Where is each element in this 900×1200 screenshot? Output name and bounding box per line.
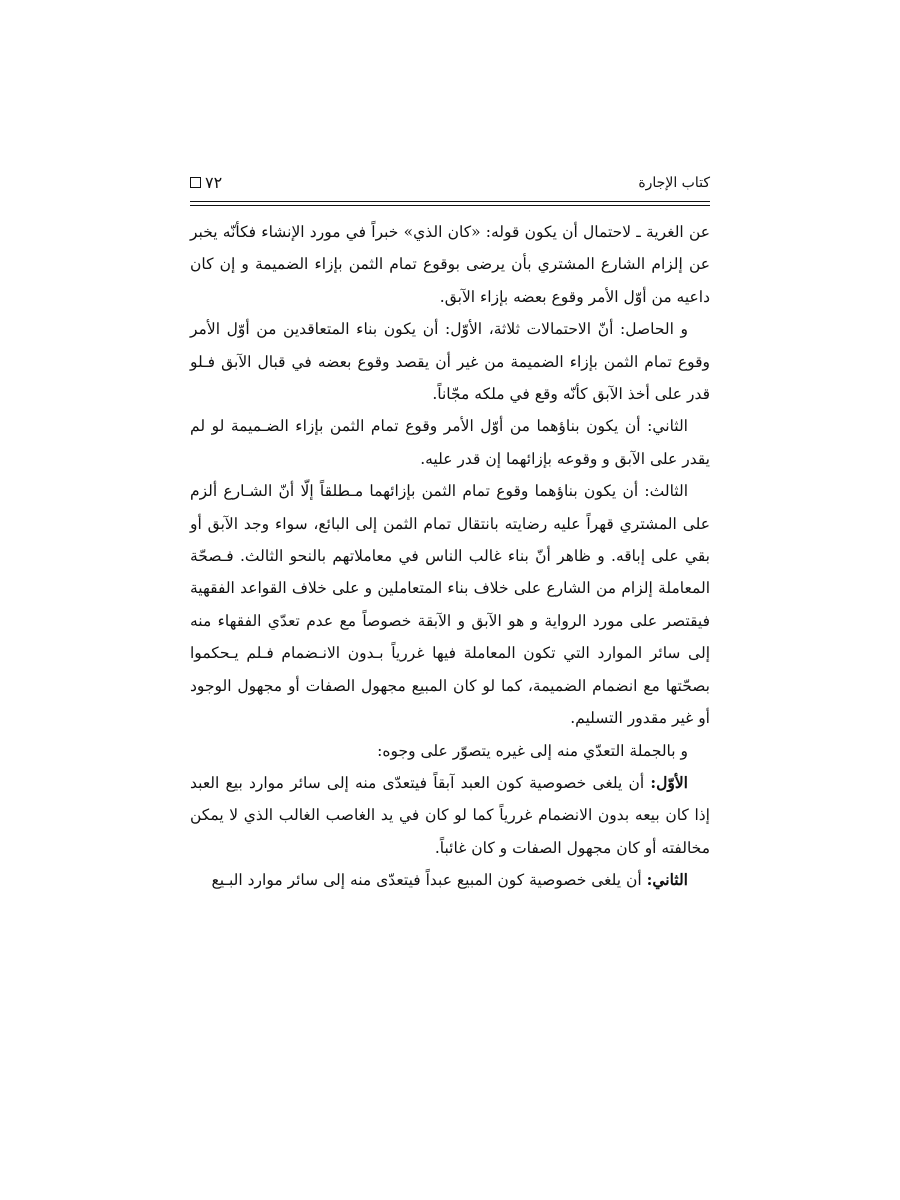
paragraph-7-lead: الثاني:	[646, 870, 688, 890]
header-rule-top	[190, 201, 710, 202]
paragraph-3: الثاني: أن يكون بناؤهما من أوّل الأمر وقوع تمام الثمن بإزاء الضـميمة لو لم يقدر على الآبق و وقوعه بإزائهما إن قدر عليه.	[190, 417, 710, 468]
body-text	[190, 216, 710, 897]
page-number: ٧٢	[205, 173, 223, 192]
paragraph-4: الثالث: أن يكون بناؤهما وقوع تمام الثمن بإزائهما مـطلقاً إلّا أنّ الشـارع ألزم على المشتري قهراً عليه رضايته بانتقال تمام الثمن إلى البائع، سواء وجد الآبق أو بقي على إباقه. و ظاهر أنّ بناء غالب الناس في معاملاتهم بالنحو الثالث. فـصحّة المعاملة إلزام من الشارع على خلاف بناء المتعاملين و على خلاف القواعد الفقهية فيقتصر على مورد الرواية و هو الآبق و الآبقة خصوصاً مع عدم تعدّي الفقهاء منه إلى سائر الموارد التي تكون المعاملة فيها غررياً بـدون الانـضمام فـلم يـحكموا بصحّتها مع انضمام الضميمة، كما لو كان المبيع مجهول الصفات أو مجهول الوجود أو غير مقدور التسليم.	[190, 482, 710, 728]
page-header	[190, 171, 710, 199]
header-rule-bottom	[190, 205, 710, 206]
paragraph-6: الأوّل: أن يلغى خصوصية كون العبد آبقاً فيتعدّى منه إلى سائر موارد بيع العبد إذا كان بيعه بدون الانضمام غررياً كما لو كان في يد الغاصب الغالب الذي لا يمكن مخالفته أو كان مجهول الصفات و كان غائباً.	[190, 772, 710, 857]
paragraph-1: عن الغرية ـ لاحتمال أن يكون قوله: «كان الذي» خبراً في مورد الإنشاء فكأنّه يخبر عن إلزام الشارع المشتري بأن يرضى بوقوع تمام الثمن بإزاء الضميمة و إن كان داعيه من أوّل الأمر وقوع بعضه بإزاء الآبق.	[190, 223, 710, 306]
paragraph-2: و الحاصل: أنّ الاحتمالات ثلاثة، الأوّل: أن يكون بناء المتعاقدين من أوّل الأمر وقوع تمام الثمن بإزاء الضميمة من غير أن يقصد وقوع بعضه في قبال الآبق فـلو قدر على أخذ الآبق كأنّه وقع في ملكه مجّاناً.	[190, 320, 710, 404]
page-number-group	[190, 173, 222, 192]
paragraph-6-lead: الأوّل:	[650, 772, 688, 792]
square-box-icon	[190, 177, 201, 188]
book-title: كتاب الإجارة	[638, 175, 710, 191]
paragraph-5: و بالجملة التعدّي منه إلى غيره يتصوّر على وجوه:	[377, 741, 688, 760]
paragraph-7: الثاني: أن يلغى خصوصية كون المبيع عبداً فيتعدّى منه إلى سائر موارد البـيع	[211, 870, 688, 890]
